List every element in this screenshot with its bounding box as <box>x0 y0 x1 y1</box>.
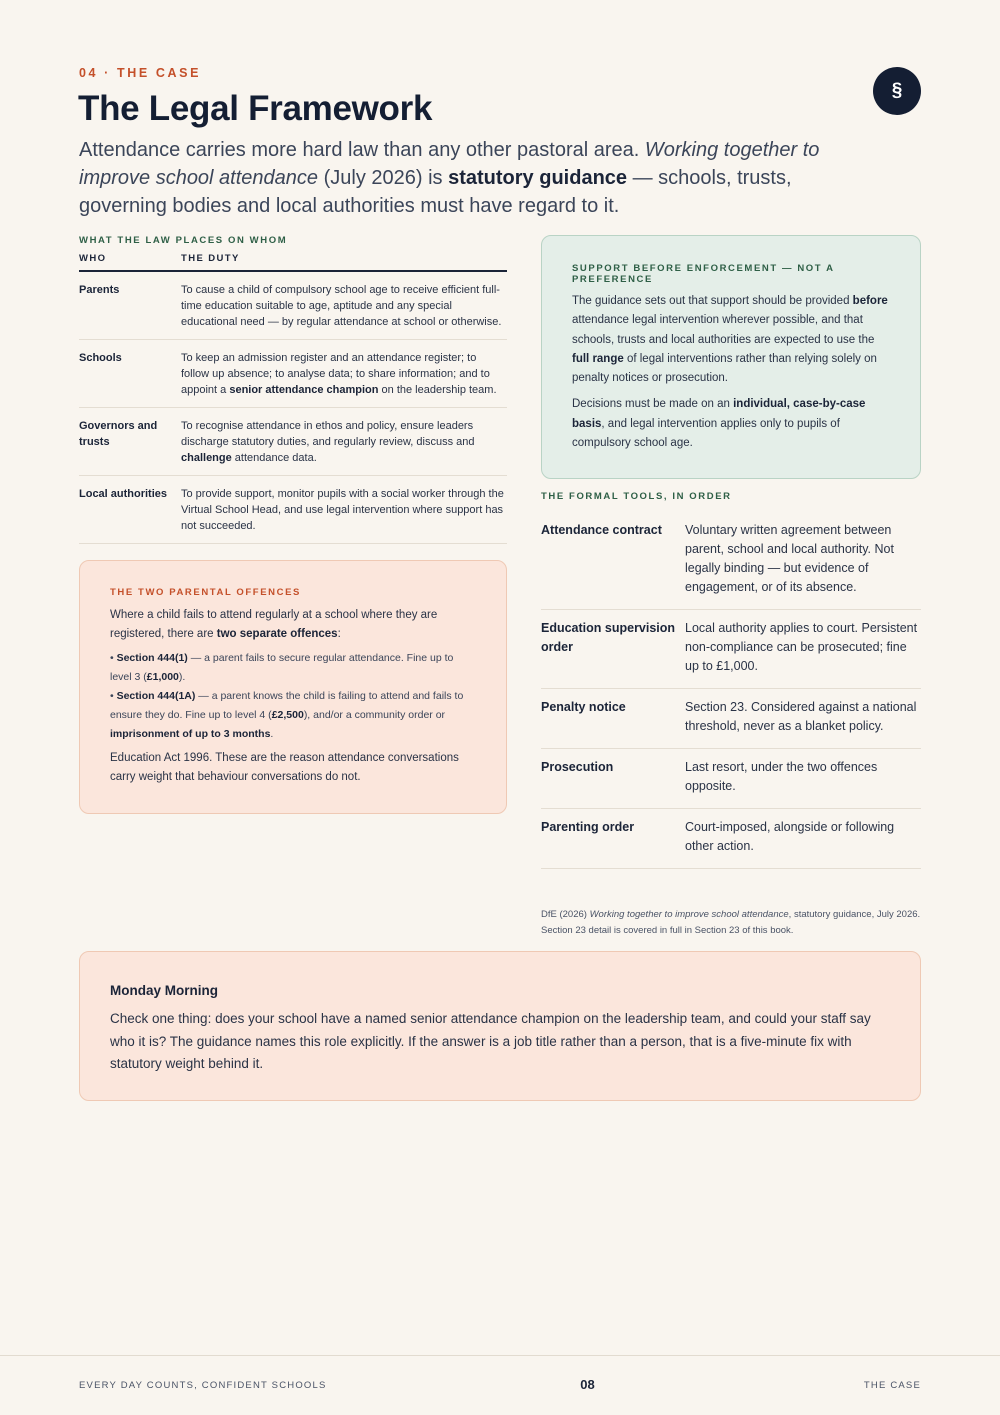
footer-book-title: EVERY DAY COUNTS, CONFIDENT SCHOOLS <box>79 1380 327 1391</box>
tool-description: Local authority applies to court. Persistent non-compliance can be prosecuted; fine up to £1,000. <box>685 621 918 673</box>
table-row <box>541 610 921 689</box>
page-number: 08 <box>580 1377 595 1392</box>
offences-closing: Education Act 1996. These are the reason attendance conversations carry weight that behaviour conversations do not. <box>110 752 459 783</box>
tool-name: Parenting order <box>541 820 635 834</box>
offences-intro: Where a child fails to attend regularly at a school where they are registered, there are two separate offences: <box>110 609 438 640</box>
monday-morning-box <box>79 951 921 1101</box>
tool-description: Court-imposed, alongside or following other action. <box>685 820 895 853</box>
table-row <box>79 272 507 340</box>
support-paragraph-2: Decisions must be made on an individual, case-by-case basis, and legal intervention applies only to pupils of compulsory school age. <box>572 398 866 450</box>
support-label: SUPPORT BEFORE ENFORCEMENT — NOT A PREFERENCE <box>572 263 835 285</box>
offence-bullet-list <box>110 649 476 744</box>
duty-who: Governors and trusts <box>79 420 158 448</box>
tool-name: Education supervision order <box>541 621 676 654</box>
tools-caption: THE FORMAL TOOLS, IN ORDER <box>541 491 732 502</box>
duty-text: To recognise attendance in ethos and policy, ensure leaders discharge statutory duties, and regularly review, discuss and challenge attendance data. <box>181 420 475 464</box>
table-row <box>541 749 921 809</box>
tool-description: Section 23. Considered against a national threshold, never as a blanket policy. <box>685 700 917 733</box>
section-symbol-badge <box>873 67 921 115</box>
table-row <box>79 476 507 544</box>
duty-text: To cause a child of compulsory school age to receive efficient full-time education suitable to age, aptitude and any special educational need — by regular attendance at school or otherwise. <box>181 284 502 328</box>
lede-paragraph: Attendance carries more hard law than any other pastoral area. Working together to improve school attendance (July 2026) is statutory guidance — schools, trusts, governing bodies and local authorities must have regard to it. <box>79 139 820 217</box>
offences-label: THE TWO PARENTAL OFFENCES <box>110 587 301 598</box>
column-header-who: WHO <box>79 253 107 264</box>
section-symbol-icon: § <box>891 80 903 101</box>
monday-text: Check one thing: does your school have a named senior attendance champion on the leadership team, and could your staff say who it is? The guidance names this role explicitly. If the answer is a job title rather than a person, that is a five-minute fix with statutory weight behind it. <box>110 1011 871 1071</box>
footer-section-name: THE CASE <box>863 1380 921 1391</box>
parental-offences-box <box>79 560 507 814</box>
duties-table-header <box>79 252 507 272</box>
formal-tools-table <box>541 512 921 869</box>
support-before-enforcement-box <box>541 235 921 479</box>
tool-name: Prosecution <box>541 760 614 774</box>
duties-table <box>79 252 507 544</box>
duty-who: Local authorities <box>79 488 168 500</box>
tool-name: Penalty notice <box>541 700 626 714</box>
offence-bullet-444-1: • Section 444(1) — a parent fails to secure regular attendance. Fine up to level 3 (£1,000). <box>110 652 454 683</box>
duty-text: To keep an admission register and an attendance register; to follow up absence; to analyse data; to share information; and to appoint a senior attendance champion on the leadership team. <box>181 352 497 396</box>
table-row <box>541 689 921 749</box>
page-title: The Legal Framework <box>78 89 433 128</box>
footer-divider <box>0 1355 1000 1356</box>
tool-description: Voluntary written agreement between parent, school and local authority. Not legally binding — but evidence of engagement, or of its absence. <box>685 523 894 594</box>
tool-name: Attendance contract <box>541 523 662 537</box>
tool-description: Last resort, under the two offences opposite. <box>685 760 878 793</box>
table-row <box>79 340 507 408</box>
duty-text: To provide support, monitor pupils with a social worker through the Virtual School Head, and use legal intervention where support has not succeeded. <box>181 488 504 532</box>
section-eyebrow: 04 · THE CASE <box>79 66 202 80</box>
duty-who: Schools <box>79 352 122 364</box>
source-citation: DfE (2026) Working together to improve school attendance, statutory guidance, July 2026. Section 23 detail is covered in full in Section 23 of this book. <box>541 909 921 936</box>
table-row <box>79 408 507 476</box>
monday-title: Monday Morning <box>110 983 218 998</box>
duty-who: Parents <box>79 284 120 296</box>
table-row <box>541 809 921 869</box>
support-paragraph-1: The guidance sets out that support should be provided before attendance legal intervention wherever possible, and that schools, trusts and local authorities are expected to use the full range of legal interventions rather than relying solely on penalty notices or prosecution. <box>572 295 888 385</box>
offence-bullet-444-1a: • Section 444(1A) — a parent knows the child is failing to attend and fails to ensure they do. Fine up to level 4 (£2,500), and/or a community order or imprisonment of up to 3 months. <box>110 690 464 740</box>
duties-caption: WHAT THE LAW PLACES ON WHOM <box>79 235 288 246</box>
table-row <box>541 512 921 610</box>
column-header-duty: THE DUTY <box>181 253 240 264</box>
